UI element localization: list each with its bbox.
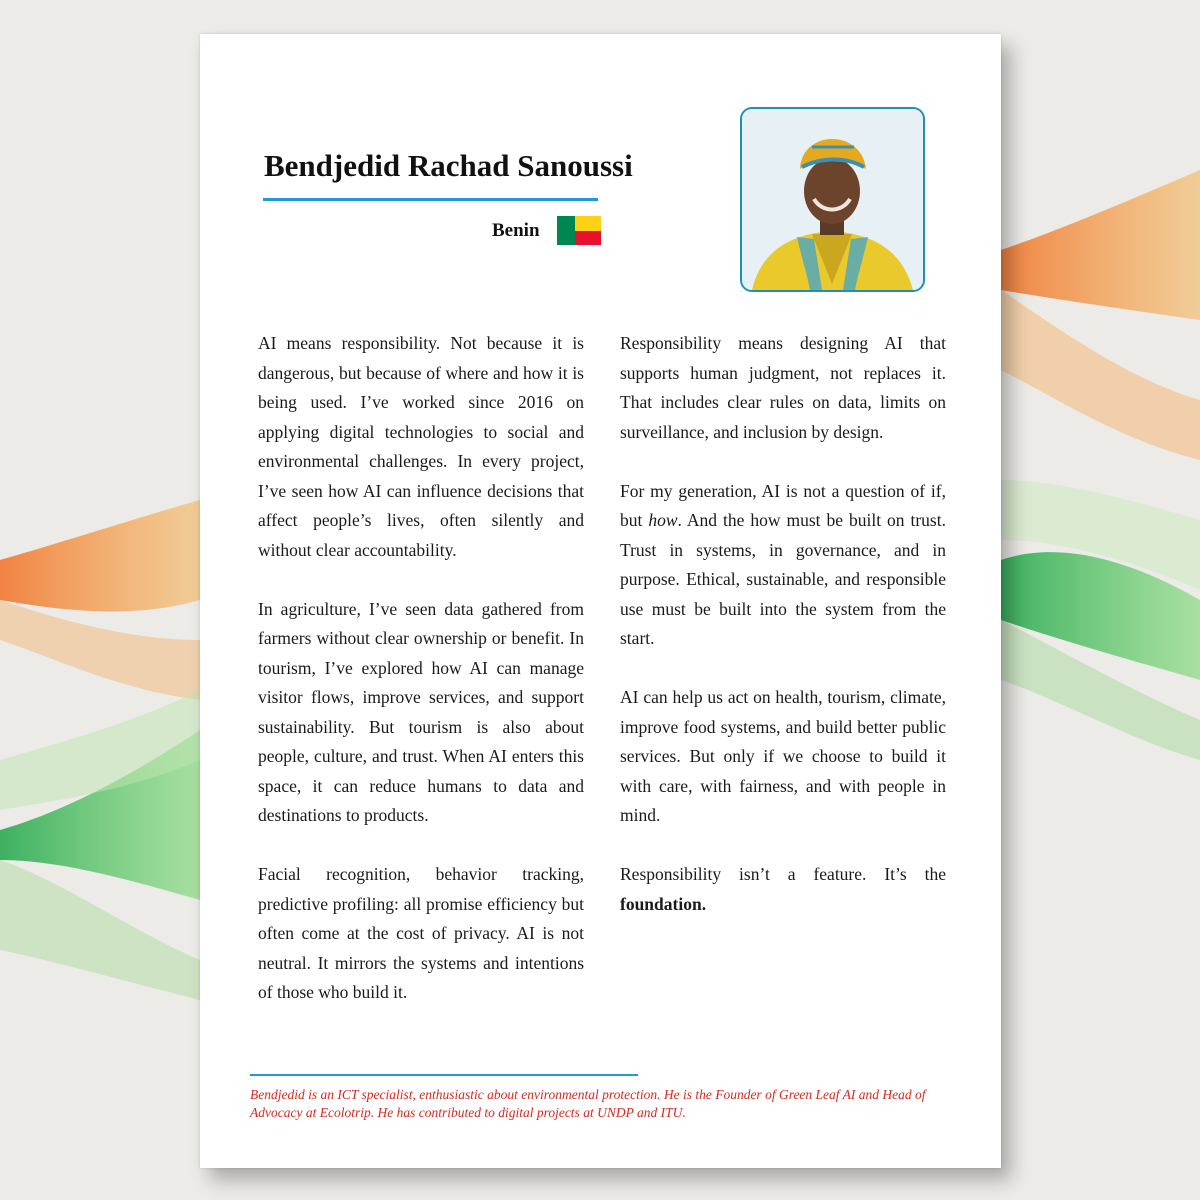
paragraph: Responsibility means designing AI that supports human judgment, not replaces it. That includes clear rules on data, limits on surveillance, and inclusion by design. xyxy=(620,333,946,442)
author-bio: Bendjedid is an ICT specialist, enthusiastic about environmental protection. He is the Founder of Green Leaf AI and Head of Advocacy at Ecolotrip. He has contributed to digital projects at UNDP and ITU. xyxy=(250,1087,926,1120)
article-page xyxy=(200,34,1001,1168)
paragraph: Responsibility isn’t a feature. It’s the foundation. xyxy=(620,864,946,914)
paragraph: In agriculture, I’ve seen data gathered from farmers without clear ownership or benefit. In tourism, I’ve explored how AI can manage visitor flows, improve services, and support sustainability. But tourism is also about people, culture, and trust. When AI enters this space, it can reduce humans to data and destinations to products. xyxy=(258,598,584,825)
country-label: Benin xyxy=(492,220,540,241)
right-column xyxy=(620,329,946,949)
paragraph: Facial recognition, behavior tracking, predictive profiling: all promise efficiency but often come at the cost of privacy. AI is not neutral. It mirrors the systems and intentions of those who build it. xyxy=(258,864,584,1002)
footer-divider xyxy=(250,1074,638,1076)
author-name: Bendjedid Rachad Sanoussi xyxy=(264,148,633,183)
author-portrait xyxy=(740,107,925,292)
bold-text: foundation. xyxy=(620,893,707,914)
emphasis-text: how xyxy=(648,510,678,530)
name-underline xyxy=(263,198,598,201)
benin-flag-icon xyxy=(557,216,601,245)
paragraph: AI can help us act on health, tourism, climate, improve food systems, and build better public services. But only if we choose to build it with care, with fairness, and with people in mind. xyxy=(620,687,946,825)
paragraph: AI means responsibility. Not because it is dangerous, but because of where and how it is being used. I’ve worked since 2016 on applying digital technologies to social and environmental challenges. In every project, I’ve seen how AI can influence decisions that affect people’s lives, often silently and without clear accountability. xyxy=(258,333,584,560)
left-column xyxy=(258,329,584,1037)
paragraph: For my generation, AI is not a question of if, but how. And the how must be built on trust. Trust in systems, in governance, and in purpose. Ethical, sustainable, and responsible use must be built into the system from the start. xyxy=(620,480,946,648)
